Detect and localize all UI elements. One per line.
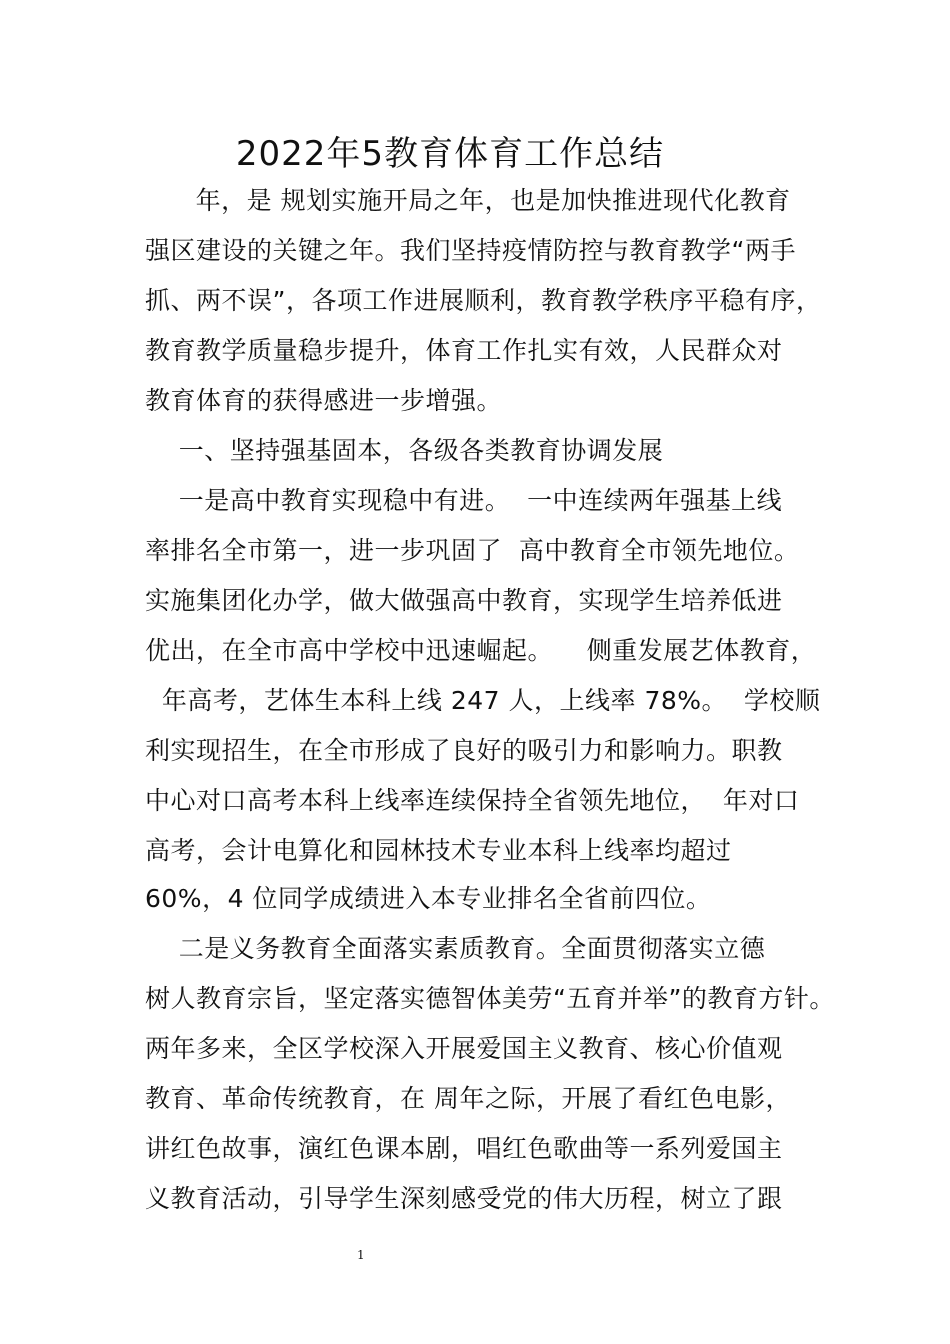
body-line: 义教育活动，引导学生深刻感受党的伟大历程，树立了跟 xyxy=(145,1184,783,1213)
body-line: 二是义务教育全面落实素质教育。全面贯彻落实立德 xyxy=(145,934,766,963)
body-line: 利实现招生，在全市形成了良好的吸引力和影响力。职教 xyxy=(145,736,783,765)
body-line: 一是高中教育实现稳中有进。 一中连续两年强基上线 xyxy=(145,486,783,515)
body-line: 讲红色故事，演红色课本剧，唱红色歌曲等一系列爱国主 xyxy=(145,1134,783,1163)
section-heading: 一、坚持强基固本，各级各类教育协调发展 xyxy=(145,436,664,465)
body-line: 教育体育的获得感进一步增强。 xyxy=(145,386,503,415)
body-line: 率排名全市第一，进一步巩固了 高中教育全市领先地位。 xyxy=(145,536,800,565)
body-line: 教育教学质量稳步提升，体育工作扎实有效，人民群众对 xyxy=(145,336,783,365)
body-line: 年高考，艺体生本科上线 247 人，上线率 78%。 学校顺 xyxy=(145,686,821,715)
body-line: 优出，在全市高中学校中迅速崛起。 侧重发展艺体教育， xyxy=(145,636,817,665)
page-number: 1 xyxy=(357,1248,365,1262)
body-line: 树人教育宗旨，坚定落实德智体美劳“五育并举”的教育方针。 xyxy=(145,984,835,1013)
document-title: 2022年5教育体育工作总结 xyxy=(235,134,665,174)
body-line: 抓、两不误”，各项工作进展顺利，教育教学秩序平稳有序， xyxy=(145,286,822,315)
body-line: 年，是 规划实施开局之年，也是加快推进现代化教育 xyxy=(145,186,791,215)
body-line: 教育、革命传统教育，在 周年之际，开展了看红色电影， xyxy=(145,1084,791,1113)
body-line: 实施集团化办学，做大做强高中教育，实现学生培养低进 xyxy=(145,586,783,615)
body-line: 两年多来，全区学校深入开展爱国主义教育、核心价值观 xyxy=(145,1034,783,1063)
body-line: 60%，4 位同学成绩进入本专业排名全省前四位。 xyxy=(145,884,712,913)
body-line: 中心对口高考本科上线率连续保持全省领先地位， 年对口 xyxy=(145,786,800,815)
body-line: 高考，会计电算化和园林技术专业本科上线率均超过 xyxy=(145,836,732,865)
body-line: 强区建设的关键之年。我们坚持疫情防控与教育教学“两手 xyxy=(145,236,796,265)
